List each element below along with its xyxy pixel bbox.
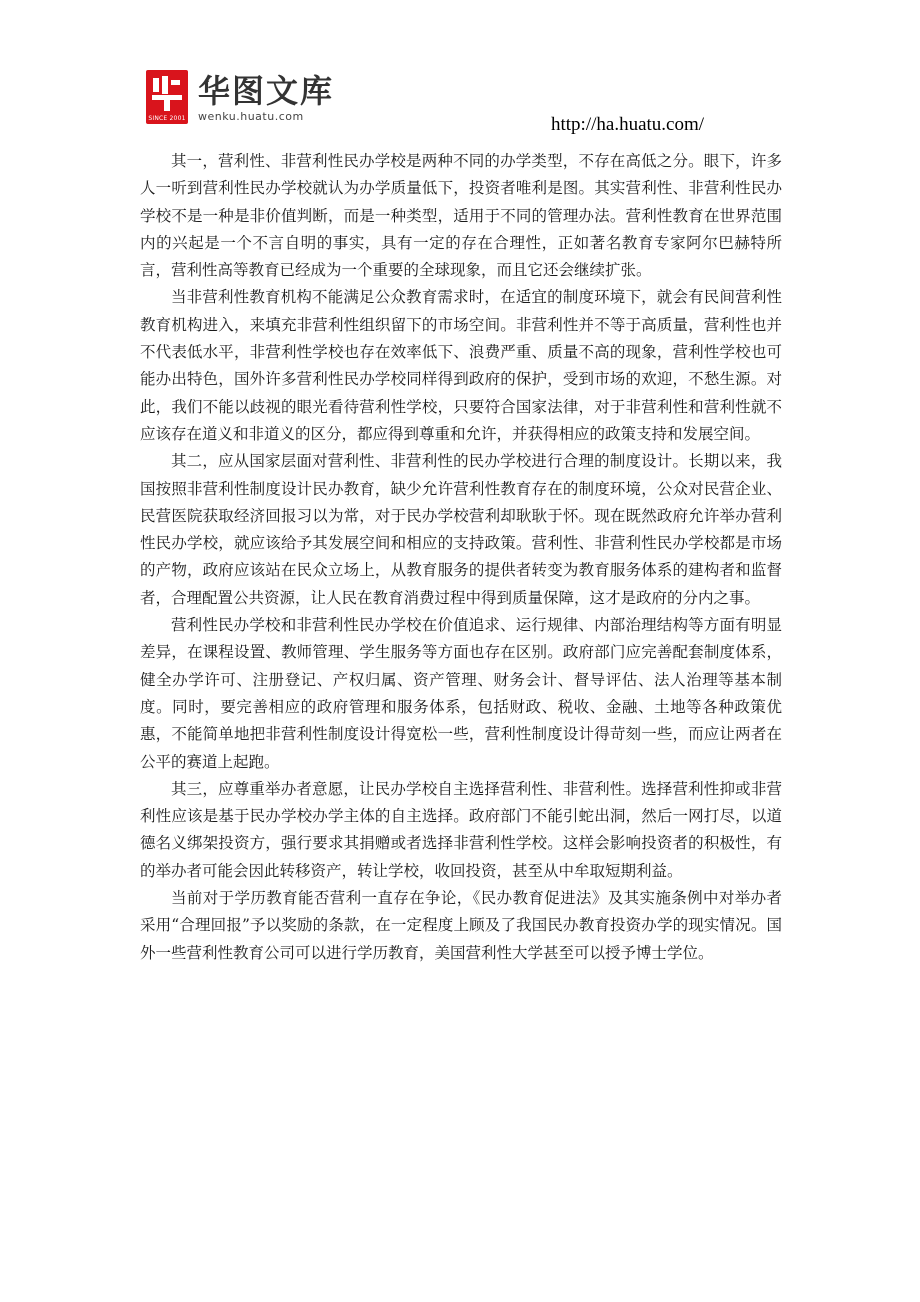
logo-mark-icon [150,74,184,112]
paragraph: 当非营利性教育机构不能满足公众教育需求时，在适宜的制度环境下，就会有民间营利性教育机构进入，来填充非营利性组织留下的市场空间。非营利性并不等于高质量，营利性也并不代表低水平，非营利性学校也存在效率低下、浪费严重、质量不高的现象，营利性学校也可能办出特色，国外许多营利性民办学校同样得到政府的保护，受到市场的欢迎，不愁生源。对此，我们不能以歧视的眼光看待营利性学校，只要符合国家法律，对于非营利性和营利性就不应该存在道义和非道义的区分，都应得到尊重和允许，并获得相应的政策支持和发展空间。 [140,288,782,443]
logo-text [198,70,334,123]
site-url-link[interactable]: http://ha.huatu.com/ [551,114,705,135]
paragraph: 其一，营利性、非营利性民办学校是两种不同的办学类型，不存在高低之分。眼下，许多人一听到营利性民办学校就认为办学质量低下，投资者唯利是图。其实营利性、非营利性民办学校不是一种是非价值判断，而是一种类型，适用于不同的管理办法。营利性教育在世界范围内的兴起是一个不言自明的事实，具有一定的存在合理性，正如著名教育专家阿尔巴赫特所言，营利性高等教育已经成为一个重要的全球现象，而且它还会继续扩张。 [140,152,782,280]
brand-name: 华图文库 [198,72,335,110]
article-body [140,148,782,967]
logo-since-text: SINCE 2001 [148,115,186,122]
paragraph: 当前对于学历教育能否营利一直存在争论，《民办教育促进法》及其实施条例中对举办者采用“合理回报”予以奖励的条款，在一定程度上顾及了我国民办教育投资办学的现实情况。国外一些营利性教育公司可以进行学历教育，美国营利性大学甚至可以授予博士学位。 [140,889,782,962]
huatu-logo[interactable] [146,70,334,124]
brand-domain: wenku.huatu.com [198,110,304,123]
paragraph: 营利性民办学校和非营利性民办学校在价值追求、运行规律、内部治理结构等方面有明显差异，在课程设置、教师管理、学生服务等方面也存在区别。政府部门应完善配套制度体系，健全办学许可、注册登记、产权归属、资产管理、财务会计、督导评估、法人治理等基本制度。同时，要完善相应的政府管理和服务体系，包括财政、税收、金融、土地等各种政策优惠，不能简单地把非营利性制度设计得宽松一些，营利性制度设计得苛刻一些，而应让两者在公平的赛道上起跑。 [140,616,782,771]
logo-badge [146,70,188,124]
page-header [146,70,786,140]
paragraph: 其二，应从国家层面对营利性、非营利性的民办学校进行合理的制度设计。长期以来，我国按照非营利性制度设计民办教育，缺少允许营利性教育存在的制度环境，公众对民营企业、民营医院获取经济回报习以为常，对于民办学校营利却耿耿于怀。现在既然政府允许举办营利性民办学校，就应该给予其发展空间和相应的支持政策。营利性、非营利性民办学校都是市场的产物，政府应该站在民众立场上，从教育服务的提供者转变为教育服务体系的建构者和监督者，合理配置公共资源，让人民在教育消费过程中得到质量保障，这才是政府的分内之事。 [140,452,782,607]
paragraph: 其三，应尊重举办者意愿，让民办学校自主选择营利性、非营利性。选择营利性抑或非营利性应该是基于民办学校办学主体的自主选择。政府部门不能引蛇出洞，然后一网打尽，以道德名义绑架投资方，强行要求其捐赠或者选择非营利性学校。这样会影响投资者的积极性，有的举办者可能会因此转移资产，转让学校，收回投资，甚至从中牟取短期利益。 [140,779,782,880]
